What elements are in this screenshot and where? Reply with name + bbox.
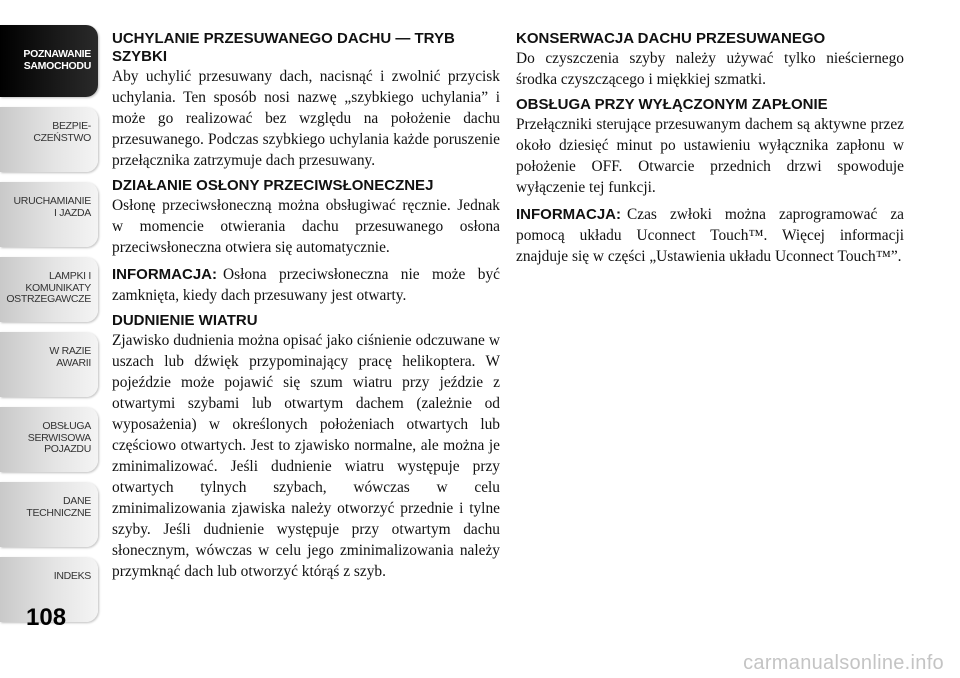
section-text: Zjawisko dudnienia można opisać jako ciśnienie odczuwane w uszach lub dźwięk przypominający pracę helikoptera. W pojeździe może pojawić się szum wiatru przy jeździe z otwartymi szybami lub otwartym dachem (zależnie od wyposażenia) w określonych położeniach otwartych lub częściowo otwartych. Jest to zjawisko normalne, ale można je zminimalizować. Jeśli dudnienie wiatru występuje przy otwartych tylnych szybach, wówczas w celu zminimalizowania zjawiska należy otworzyć przednie i tylne szyby. Jeśli dudnienie występuje przy otwartym dachu słonecznym, wówczas w celu jego zminimalizowania należy przymknąć dach lub otworzyć którąś z szyb. [112,332,500,580]
section-heading: DZIAŁANIE OSŁONY PRZECIWSŁONECZNEJ [112,177,434,194]
section-tabs [0,25,101,632]
info-note [112,264,500,306]
info-label: INFORMACJA: [112,266,217,283]
tab-uruchamianie-i-jazda[interactable]: URUCHAMIANIE I JAZDA [0,182,98,247]
section-tilt-express [112,30,500,171]
tab-bezpieczenstwo[interactable]: BEZPIE- CZEŃSTWO [0,107,98,172]
section-text: Do czyszczenia szyby należy używać tylko nieściernego środka czyszczącego i miękkiej szmatki. [516,50,904,88]
tab-dane-techniczne[interactable]: DANE TECHNICZNE [0,482,98,547]
tab-obsluga-serwisowa[interactable]: OBSŁUGA SERWISOWA POJAZDU [0,407,98,472]
section-heading: OBSŁUGA PRZY WYŁĄCZONYM ZAPŁONIE [516,96,828,113]
section-text: Osłonę przeciwsłoneczną można obsługiwać ręcznie. Jednak w momencie otwierania dachu przesuwanego osłona przeciwsłoneczna otwiera się automatycznie. [112,197,500,256]
tab-poznawanie-samochodu[interactable]: POZNAWANIE SAMOCHODU [0,25,98,97]
watermark: carmanualsonline.info [743,652,944,674]
section-ignition-off [516,96,904,198]
tab-indeks[interactable]: INDEKS [0,557,98,622]
left-column [112,30,500,588]
right-column [516,30,904,273]
section-text: Aby uchylić przesuwany dach, nacisnąć i zwolnić przycisk uchylania. Ten sposób nosi nazwę „szybkiego uchylania” i może go realizować bez względu na położenie dachu przesuwanego. Podczas szybkiego uchylania każde poruszenie przełącznika zatrzymuje dach przesuwany. [112,68,500,169]
tab-lampki-i-komunikaty[interactable]: LAMPKI I KOMUNIKATY OSTRZEGAWCZE [0,257,98,322]
section-heading: UCHYLANIE PRZESUWANEGO DACHU — TRYB SZYBKI [112,30,455,65]
info-label: INFORMACJA: [516,206,621,223]
section-text: Przełączniki sterujące przesuwanym dachem są aktywne przez około dziesięć minut po ustawieniu wyłącznika zapłonu w położenie OFF. Otwarcie przednich drzwi spowoduje wyłączenie tej funkcji. [516,116,904,196]
tab-w-razie-awarii[interactable]: W RAZIE AWARII [0,332,98,397]
info-text: Osłona przeciwsłoneczna nie może być zamknięta, kiedy dach przesuwany jest otwarty. [112,266,500,304]
section-heading: DUDNIENIE WIATRU [112,312,258,329]
section-sunshade [112,177,500,258]
section-wind-buffeting [112,312,500,582]
info-note [516,204,904,267]
page-number: 108 [26,604,67,631]
info-text: Czas zwłoki można zaprogramować za pomocą układu Uconnect Touch™. Więcej informacji znajduje się w części „Ustawienia układu Uconnect Touch™”. [516,206,904,265]
section-heading: KONSERWACJA DACHU PRZESUWANEGO [516,30,826,47]
section-maintenance [516,30,904,90]
